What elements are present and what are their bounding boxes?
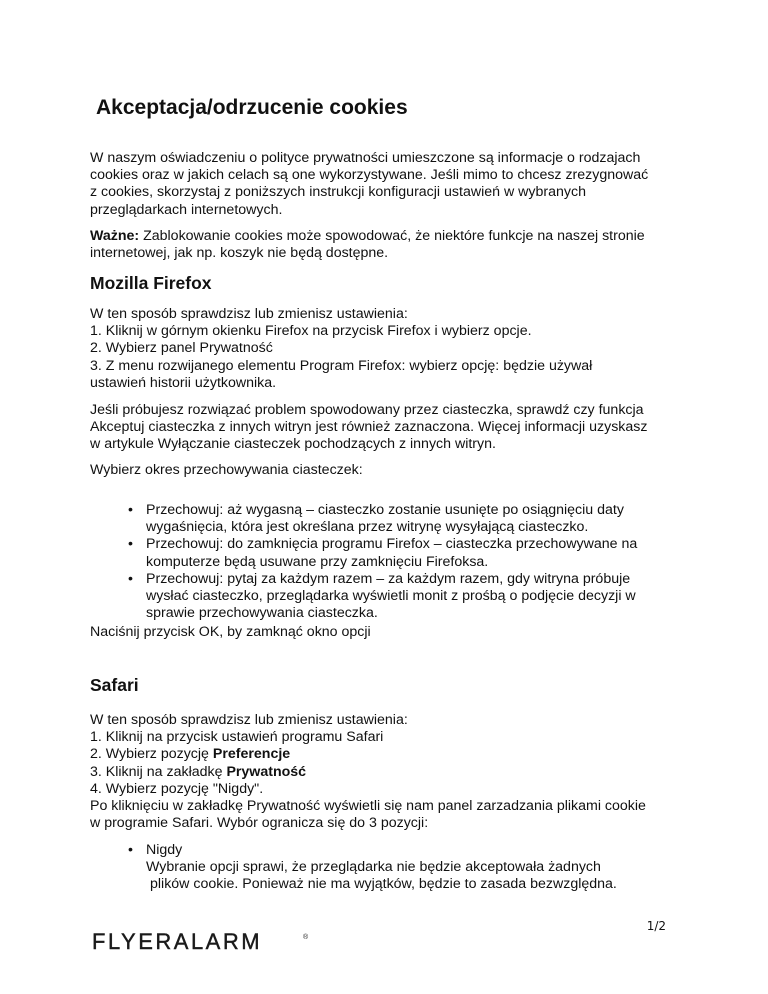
safari-line: W ten sposób sprawdzisz lub zmienisz ustawienia:	[90, 712, 408, 728]
logo-wordmark: FLYERALARM	[92, 930, 263, 952]
list-item	[90, 536, 690, 570]
important-label: Ważne:	[90, 228, 140, 244]
option-line: Przechowuj: pytaj za każdym razem – za każdym razem, gdy witryna próbuje	[146, 570, 631, 587]
safari-line	[90, 764, 690, 781]
option-line: Przechowuj: do zamknięcia programu Firefox – ciasteczka przechowywane na	[146, 536, 638, 553]
firefox-steps	[90, 306, 690, 392]
retention-intro: Wybierz okres przechowywania ciasteczek:	[90, 462, 363, 478]
important-line-1	[90, 228, 690, 245]
option-line: Wybranie opcji sprawi, że przeglądarka nie będzie akceptowała żadnych	[146, 859, 601, 876]
problem-line: Akceptuj ciasteczka z innych witryn jest również zaznaczona. Więcej informacji uzyskasz	[90, 419, 648, 436]
bullet: •	[128, 570, 133, 587]
option-line: wysłać ciasteczko, przeglądarka wyświetli monit z prośbą o podjęcie decyzji w	[146, 588, 636, 605]
list-item	[90, 502, 690, 536]
option-line: komputerze będą usuwane przy zamknięciu Firefoksa.	[146, 553, 489, 570]
option-line: Przechowuj: aż wygasną – ciasteczko zostanie usunięte po osiągnięciu daty	[146, 502, 624, 518]
firefox-step: ustawień historii użytkownika.	[90, 374, 277, 391]
bullet: •	[128, 502, 133, 518]
option-line: wygaśnięcia, która jest określana przez witrynę wysyłającą ciasteczko.	[146, 519, 589, 536]
safari-step-text: 2. Wybierz pozycję	[90, 746, 213, 763]
safari-line: 4. Wybierz pozycję "Nigdy".	[90, 780, 264, 797]
intro-line: cookies oraz w jakich celach są one wykorzystywane. Jeśli mimo to chcesz zrezygnować	[90, 167, 649, 184]
firefox-step: 2. Wybierz panel Prywatność	[90, 340, 273, 357]
intro-line: z cookies, skorzystaj z poniższych instrukcji konfiguracji ustawień w wybranych	[90, 184, 586, 201]
safari-line: Po kliknięciu w zakładkę Prywatność wyświetli się nam panel zarzadzania plikami cookie	[90, 798, 646, 815]
safari-heading: Safari	[90, 675, 139, 695]
list-item	[90, 571, 690, 623]
option-line: sprawie przechowywania ciasteczka.	[146, 605, 378, 622]
safari-step-text: 3. Kliknij na zakładkę	[90, 763, 227, 780]
safari-options-list	[90, 842, 690, 894]
safari-line: w programie Safari. Wybór ogranicza się do 3 pozycji:	[90, 815, 429, 832]
retention-options-list	[90, 502, 690, 622]
important-line-2: internetowej, jak np. koszyk nie będą dostępne.	[90, 245, 389, 262]
intro-line: W naszym oświadczeniu o polityce prywatności umieszczone są informacje o rodzajach	[90, 150, 641, 166]
problem-line: w artykule Wyłączanie ciasteczek pochodzących z innych witryn.	[90, 436, 496, 453]
important-text-1: Zablokowanie cookies może spowodować, że niektóre funkcje na naszej stronie	[139, 228, 645, 244]
option-line: plików cookie. Ponieważ nie ma wyjątków, będzie to zasada bezwzględna.	[150, 876, 617, 893]
list-item	[90, 842, 690, 894]
bullet: •	[128, 842, 133, 858]
firefox-step: 1. Kliknij w górnym okienku Firefox na przycisk Firefox i wybierz opcje.	[90, 323, 532, 340]
firefox-step: W ten sposób sprawdzisz lub zmienisz ustawienia:	[90, 306, 408, 322]
firefox-heading: Mozilla Firefox	[90, 273, 212, 293]
page-title: Akceptacja/odrzucenie cookies	[96, 96, 408, 119]
important-note	[90, 228, 690, 262]
safari-steps	[90, 712, 690, 832]
problem-line: Jeśli próbujesz rozwiązać problem spowodowany przez ciasteczka, sprawdź czy funkcja	[90, 402, 644, 418]
ok-note: Naciśnij przycisk OK, by zamknąć okno opcji	[90, 624, 371, 640]
firefox-problem-paragraph	[90, 402, 690, 454]
page-number: 1/2	[646, 919, 666, 933]
option-title: Nigdy	[146, 842, 183, 858]
safari-step-bold: Prywatność	[226, 763, 307, 780]
flyeralarm-logo	[92, 930, 312, 952]
firefox-step: 3. Z menu rozwijanego elementu Program Firefox: wybierz opcję: będzie używał	[90, 357, 593, 374]
safari-line	[90, 746, 690, 763]
bullet: •	[128, 536, 133, 553]
intro-paragraph	[90, 150, 690, 219]
intro-line: przeglądarkach internetowych.	[90, 201, 283, 218]
logo-registered-mark: ®	[303, 934, 309, 941]
safari-line: 1. Kliknij na przycisk ustawień programu Safari	[90, 729, 384, 746]
safari-step-bold: Preferencje	[212, 746, 291, 763]
